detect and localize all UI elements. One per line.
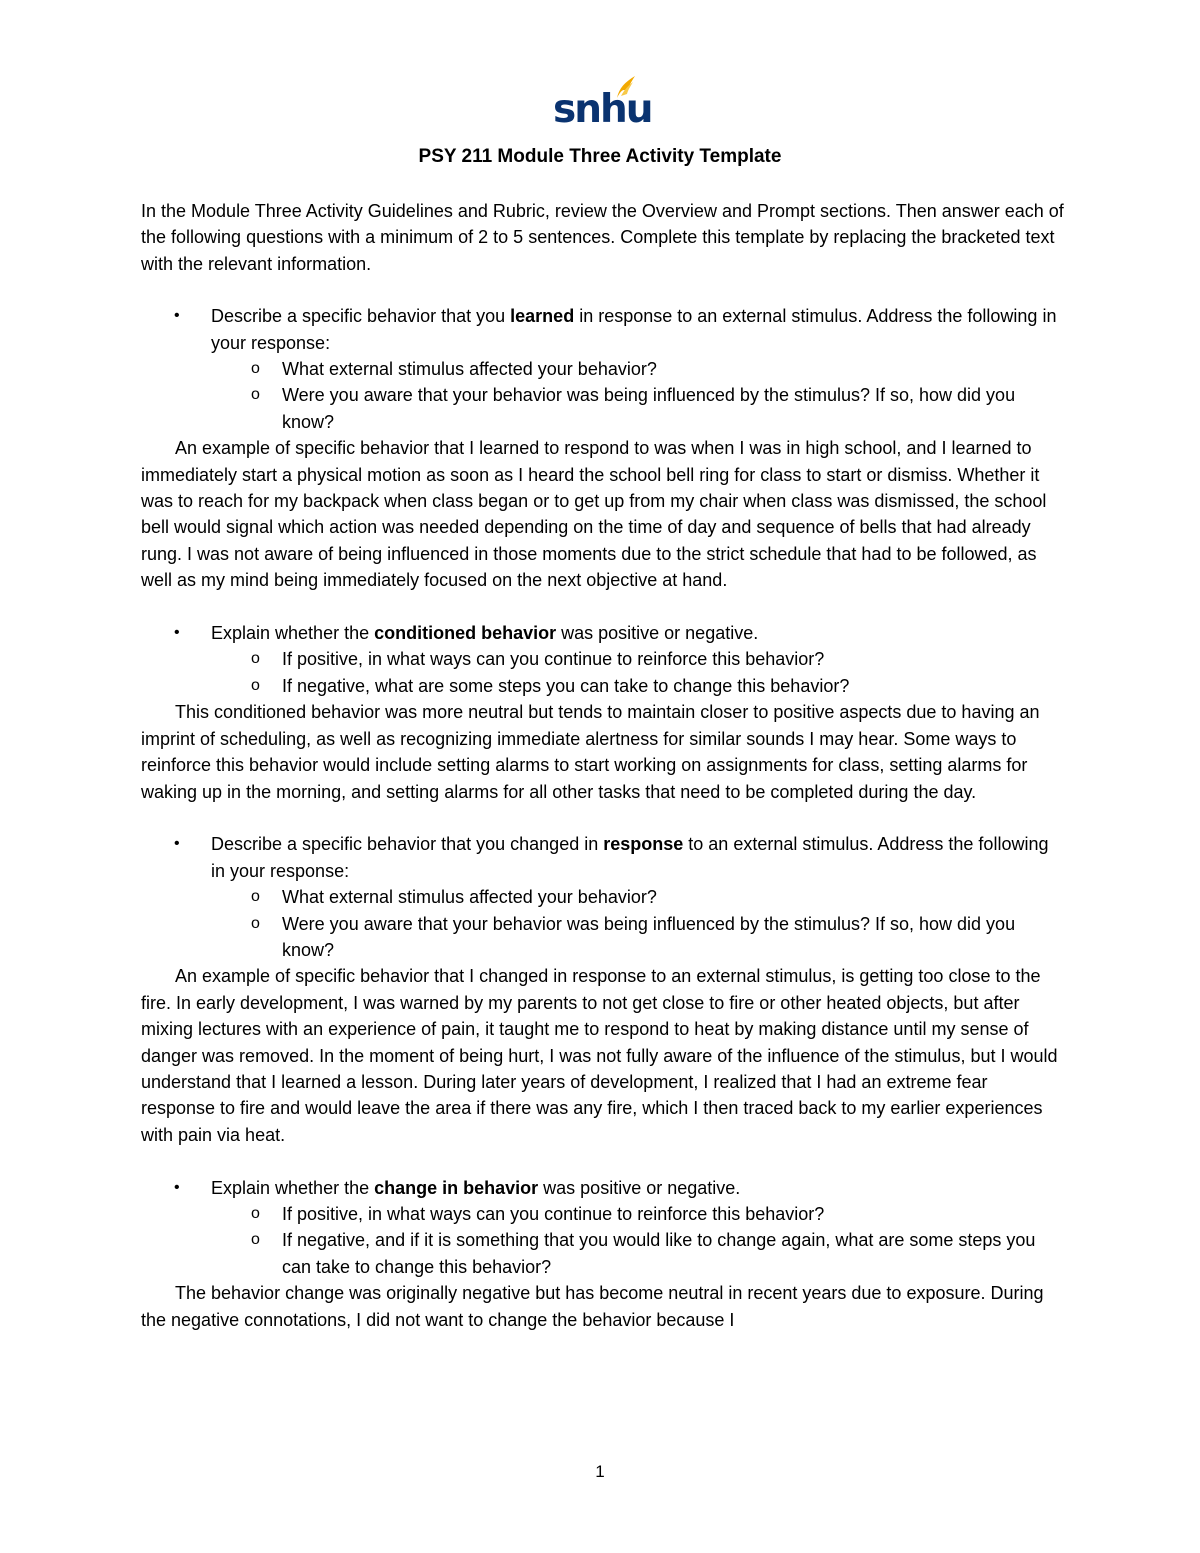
sub-bullet-glyph: o [251, 914, 260, 932]
question-text-bold: learned [510, 306, 575, 327]
sub-bullet-glyph: o [251, 386, 260, 404]
sub-question-text: What external stimulus affected your behavior? [282, 359, 657, 380]
question-text-pre: Describe a specific behavior that you [211, 306, 511, 327]
sub-question [141, 884, 1066, 910]
sub-bullet-glyph: o [251, 1231, 260, 1249]
answer-paragraph: The behavior change was originally negative but has become neutral in recent years due to exposure. During the negative connotations, I did not want to change the behavior because I [141, 1283, 1044, 1330]
page-title: PSY 211 Module Three Activity Template [418, 146, 782, 167]
question-bullet [141, 1175, 1066, 1201]
sub-question-text: If positive, in what ways can you continue to reinforce this behavior? [282, 649, 825, 670]
sub-question [141, 673, 1066, 699]
sub-question [141, 356, 1066, 382]
sub-question [141, 1201, 1066, 1227]
logo-text: snhu [553, 87, 652, 132]
sub-bullet-glyph: o [251, 1204, 260, 1222]
question-text-pre: Explain whether the [211, 623, 375, 644]
question-bullet [141, 831, 1066, 884]
question-text-bold: response [603, 834, 684, 855]
sub-question-text: Were you aware that your behavior was being influenced by the stimulus? If so, how did you know? [282, 385, 1016, 432]
question-text-bold: change in behavior [374, 1177, 539, 1198]
page-number: 1 [595, 1462, 605, 1481]
question-text-post: was positive or negative. [556, 623, 759, 644]
answer-paragraph: An example of specific behavior that I learned to respond to was when I was in high school, and I learned to immediately start a physical motion as soon as I heard the school bell ring for class to start or dismiss. Whether it was to reach for my backpack when class began or to get up from my chair when class was dismissed, the school bell would signal which action was needed depending on the time of day and sequence of bells that had already rung. I was not aware of being influenced in those moments due to the strict schedule that had to be followed, as well as my mind being immediately focused on the next objective at hand. [141, 438, 1047, 591]
bullet-glyph: • [174, 1178, 180, 1196]
question-text-pre: Describe a specific behavior that you changed in [211, 834, 604, 855]
sub-question-text: Were you aware that your behavior was being influenced by the stimulus? If so, how did you know? [282, 913, 1016, 960]
question-bullet [141, 303, 1066, 356]
question-block [141, 831, 1066, 1148]
snhu-logo [553, 74, 652, 132]
question-text-pre: Explain whether the [211, 1177, 375, 1198]
sub-bullet-glyph: o [251, 360, 260, 378]
sub-question [141, 1227, 1066, 1280]
sub-question [141, 911, 1066, 964]
question-block [141, 303, 1066, 593]
sub-bullet-glyph: o [251, 676, 260, 694]
answer-paragraph: This conditioned behavior was more neutral but tends to maintain closer to positive aspects due to having an imprint of scheduling, as well as recognizing immediate alertness for similar sounds I may hear. Some ways to reinforce this behavior would include setting alarms to start working on assignments for class, setting alarms for waking up in the morning, and setting alarms for all other tasks that need to be completed during the day. [141, 702, 1040, 802]
sub-bullet-glyph: o [251, 650, 260, 668]
sub-question [141, 382, 1066, 435]
question-block [141, 1175, 1066, 1333]
sub-question-text: If negative, and if it is something that you would like to change again, what are some steps you can take to change this behavior? [282, 1230, 1036, 1277]
answer-paragraph: An example of specific behavior that I changed in response to an external stimulus, is getting too close to the fire. In early development, I was warned by my parents to not get close to fire or other heated objects, but after mixing lectures with an experience of pain, it taught me to respond to heat by making distance until my sense of danger was removed. In the moment of being hurt, I was not fully aware of the influence of the stimulus, but I would understand that I learned a lesson. During later years of development, I realized that I had an extreme fear response to fire and would leave the area if there was any fire, which I then traced back to my earlier experiences with pain via heat. [141, 966, 1058, 1145]
question-block [141, 620, 1066, 805]
document-body [141, 198, 1066, 1359]
question-bullet [141, 620, 1066, 646]
question-text-bold: conditioned behavior [374, 623, 557, 644]
sub-bullet-glyph: o [251, 888, 260, 906]
bullet-glyph: • [174, 835, 180, 853]
question-text-post: to an external stimulus. Address the following in your response: [211, 834, 1049, 881]
sub-question [141, 646, 1066, 672]
bullet-glyph: • [174, 307, 180, 325]
sub-question-text: If negative, what are some steps you can take to change this behavior? [282, 675, 850, 696]
bullet-glyph: • [174, 624, 180, 642]
question-text-post: in response to an external stimulus. Address the following in your response: [211, 306, 1057, 353]
question-text-post: was positive or negative. [538, 1177, 741, 1198]
sections [141, 303, 1066, 1333]
intro-paragraph: In the Module Three Activity Guidelines and Rubric, review the Overview and Prompt sections. Then answer each of the following questions with a minimum of 2 to 5 sentences. Complete this template by replacing the bracketed text with the relevant information. [141, 201, 1064, 274]
sub-question-text: If positive, in what ways can you continue to reinforce this behavior? [282, 1203, 825, 1224]
sub-question-text: What external stimulus affected your behavior? [282, 887, 657, 908]
